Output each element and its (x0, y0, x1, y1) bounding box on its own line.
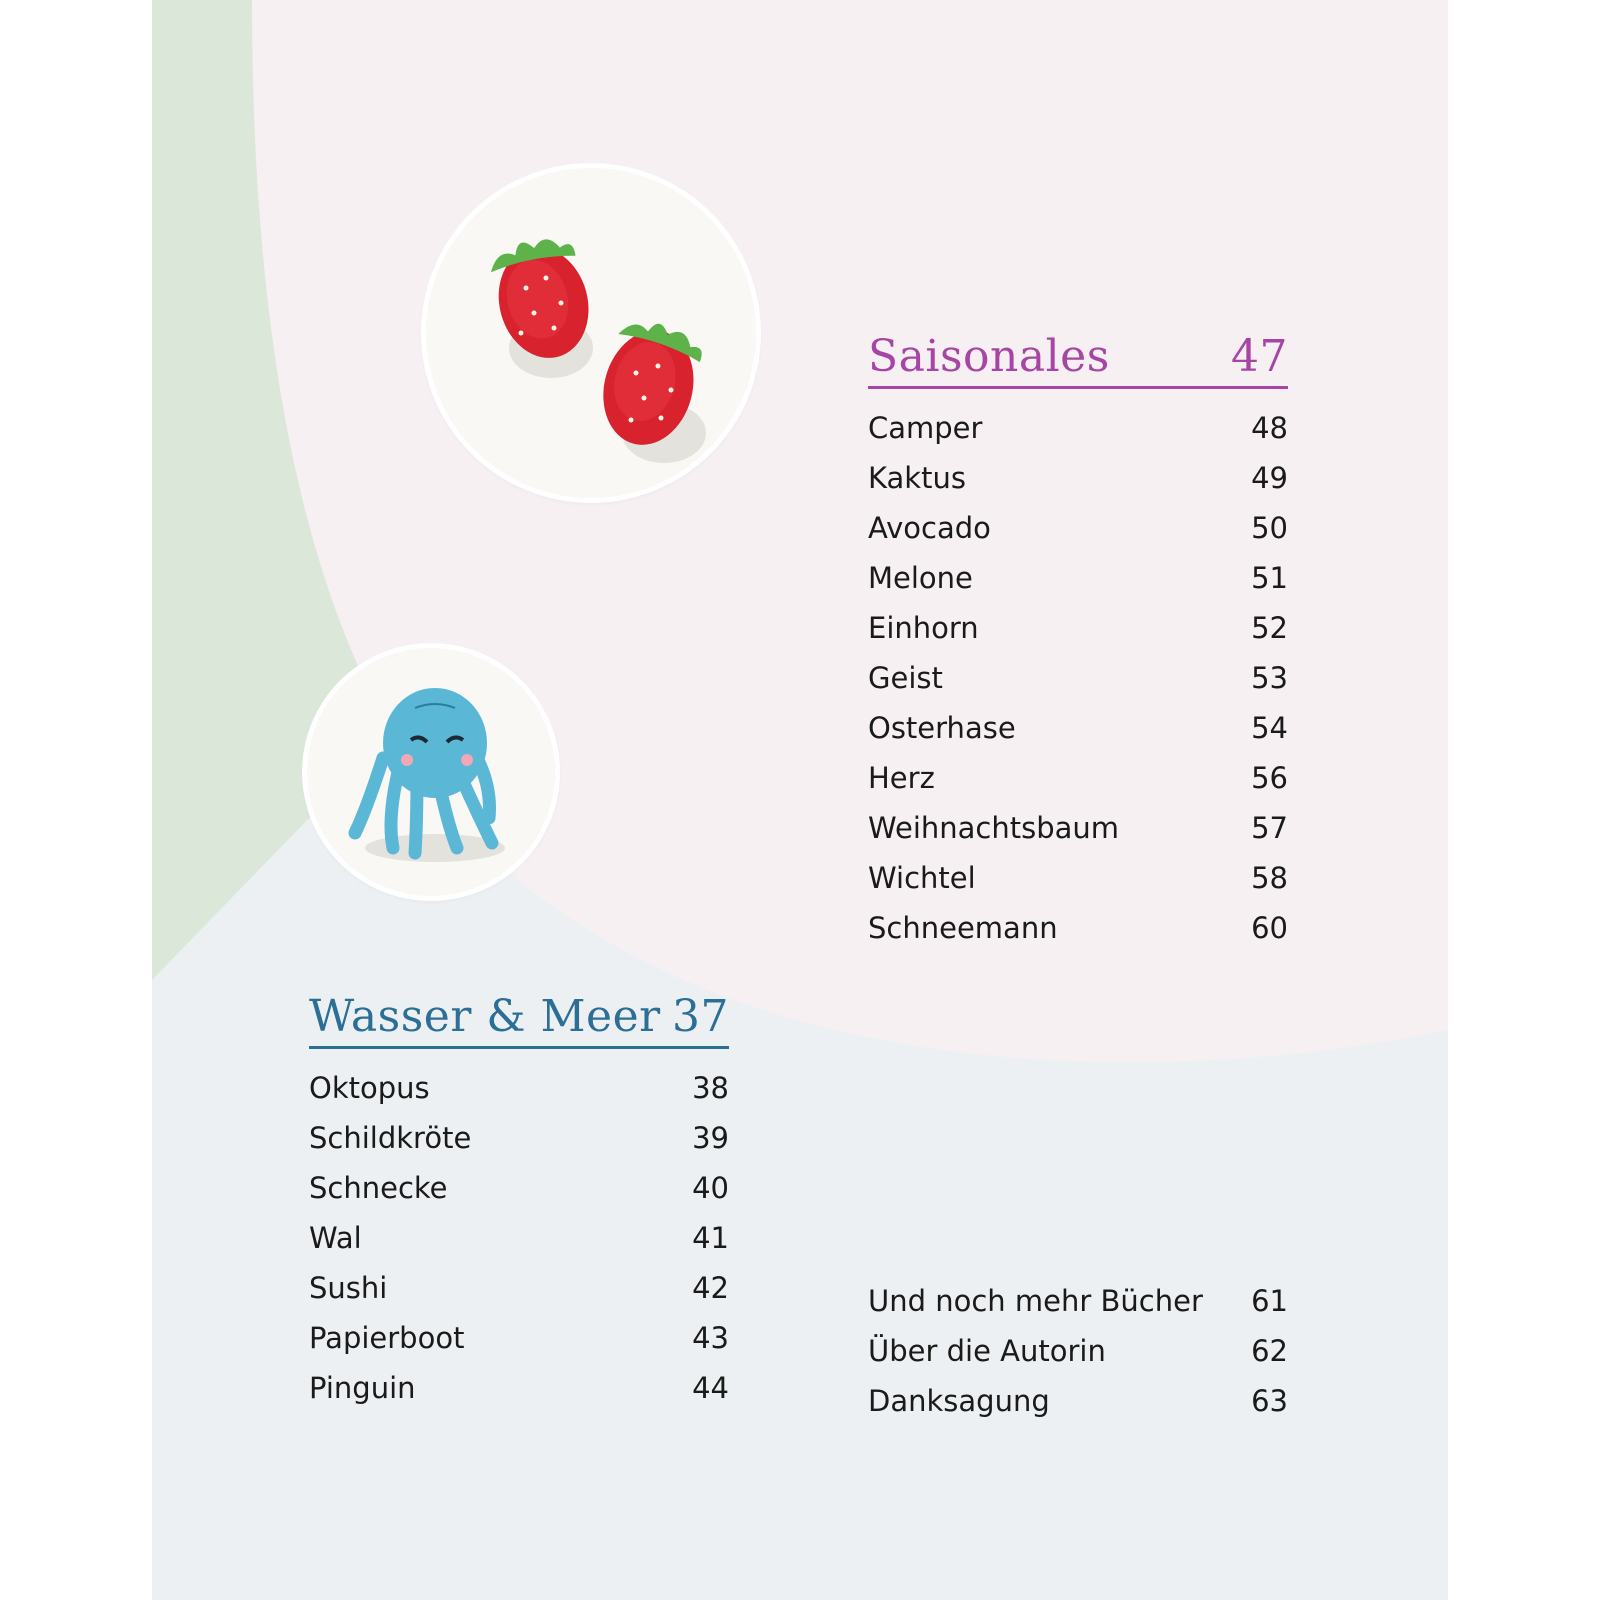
entry-label: Sushi (309, 1271, 388, 1305)
toc-entry[interactable] (868, 503, 1288, 553)
entry-page: 58 (1251, 861, 1288, 895)
entry-label: Oktopus (309, 1071, 430, 1105)
entry-label: Schneemann (868, 911, 1058, 945)
section-page-number: 47 (1231, 331, 1288, 382)
entry-page: 60 (1251, 911, 1288, 945)
entry-page: 61 (1251, 1284, 1288, 1318)
toc-entry[interactable] (868, 453, 1288, 503)
entry-page: 57 (1251, 811, 1288, 845)
entry-page: 41 (692, 1221, 729, 1255)
entry-label: Wal (309, 1221, 362, 1255)
toc-entry[interactable] (868, 1276, 1288, 1326)
toc-entry[interactable] (309, 1263, 729, 1313)
toc-section-saisonales (868, 330, 1288, 953)
entry-page: 49 (1251, 461, 1288, 495)
toc-entry[interactable] (868, 703, 1288, 753)
entry-label: Geist (868, 661, 943, 695)
entry-page: 40 (692, 1171, 729, 1205)
entry-label: Schildkröte (309, 1121, 472, 1155)
toc-entry[interactable] (868, 1326, 1288, 1376)
section-title: Wasser & Meer (309, 991, 661, 1042)
entry-page: 51 (1251, 561, 1288, 595)
entry-label: Kaktus (868, 461, 966, 495)
entry-page: 56 (1251, 761, 1288, 795)
toc-entry[interactable] (309, 1063, 729, 1113)
octopus-photo (307, 648, 555, 896)
section-heading[interactable] (309, 990, 729, 1049)
toc-entry[interactable] (868, 603, 1288, 653)
entry-page: 54 (1251, 711, 1288, 745)
strawberry-icon (426, 168, 756, 498)
toc-entry[interactable] (868, 803, 1288, 853)
entry-label: Osterhase (868, 711, 1016, 745)
entry-label: Und noch mehr Bücher (868, 1284, 1203, 1318)
octopus-icon (307, 648, 555, 896)
toc-entry[interactable] (309, 1363, 729, 1413)
entry-page: 53 (1251, 661, 1288, 695)
toc-entry[interactable] (868, 903, 1288, 953)
entry-label: Einhorn (868, 611, 979, 645)
toc-entry[interactable] (868, 553, 1288, 603)
entry-label: Schnecke (309, 1171, 448, 1205)
entry-label: Melone (868, 561, 973, 595)
toc-page (152, 0, 1448, 1600)
entry-label: Camper (868, 411, 983, 445)
entry-page: 62 (1251, 1334, 1288, 1368)
entry-label: Weihnachtsbaum (868, 811, 1120, 845)
toc-entry[interactable] (309, 1113, 729, 1163)
entry-label: Papierboot (309, 1321, 465, 1355)
entry-page: 43 (692, 1321, 729, 1355)
toc-entry[interactable] (309, 1213, 729, 1263)
toc-entry[interactable] (868, 753, 1288, 803)
entry-page: 42 (692, 1271, 729, 1305)
entry-page: 44 (692, 1371, 729, 1405)
entry-page: 48 (1251, 411, 1288, 445)
toc-section-wasser (309, 990, 729, 1413)
entry-label: Herz (868, 761, 935, 795)
strawberry-photo (426, 168, 756, 498)
toc-section-extra (868, 1262, 1288, 1426)
toc-entry[interactable] (309, 1313, 729, 1363)
entry-label: Wichtel (868, 861, 976, 895)
entry-page: 63 (1251, 1384, 1288, 1418)
toc-entry[interactable] (868, 853, 1288, 903)
toc-list (868, 1276, 1288, 1426)
section-page-number: 37 (672, 991, 729, 1042)
entry-label: Avocado (868, 511, 991, 545)
toc-entry[interactable] (868, 1376, 1288, 1426)
toc-list (309, 1063, 729, 1413)
entry-page: 52 (1251, 611, 1288, 645)
entry-page: 50 (1251, 511, 1288, 545)
section-heading[interactable] (868, 330, 1288, 389)
toc-list (868, 403, 1288, 953)
entry-label: Danksagung (868, 1384, 1050, 1418)
entry-page: 39 (692, 1121, 729, 1155)
section-title: Saisonales (868, 331, 1110, 382)
entry-page: 38 (692, 1071, 729, 1105)
toc-entry[interactable] (868, 403, 1288, 453)
entry-label: Pinguin (309, 1371, 416, 1405)
toc-entry[interactable] (868, 653, 1288, 703)
toc-entry[interactable] (309, 1163, 729, 1213)
entry-label: Über die Autorin (868, 1334, 1106, 1368)
